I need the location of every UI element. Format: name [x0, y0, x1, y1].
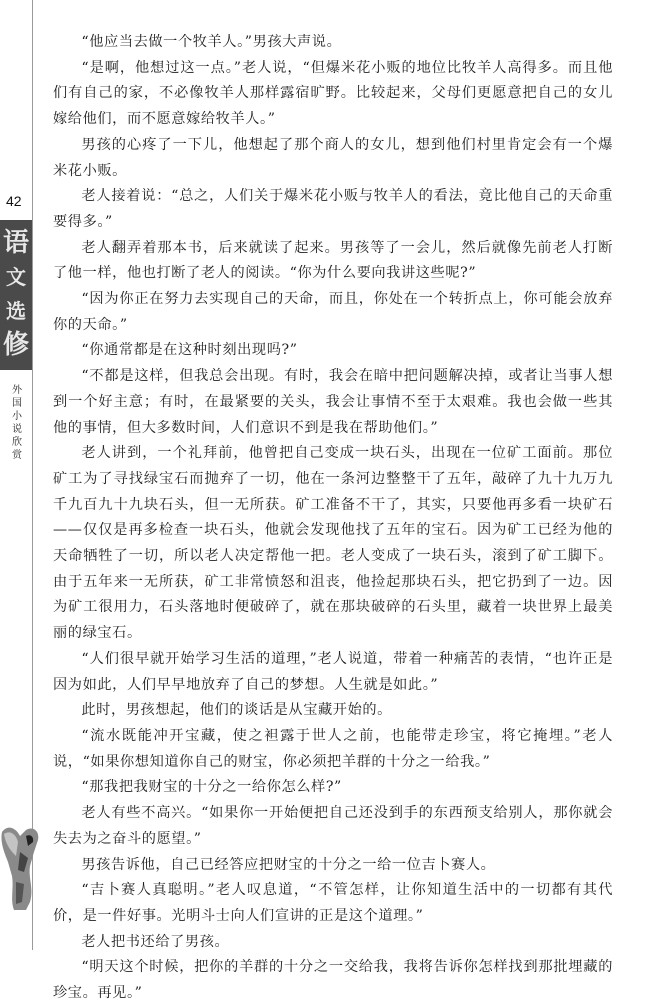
paragraph: “因为你正在努力去实现自己的天命，而且，你处在一个转折点上，你可能会放弃你的天命。”: [53, 291, 613, 333]
paragraph: “吉卜赛人真聪明。”老人叹息道，“不管怎样，让你知道生活中的一切都有其代价，是一件好事。光明斗士向人们宣讲的正是这个道理。”: [53, 882, 613, 924]
paragraph: 此时，男孩想起，他们的谈话是从宝藏开始的。: [81, 702, 392, 719]
series-char: 文: [6, 265, 26, 289]
paragraph: “流水既能冲开宝藏，使之袒露于世人之前，也能带走珍宝，将它掩埋。”老人说，“如果你想知道你自己的财宝，你必须把羊群的十分之一给我。”: [53, 727, 613, 770]
margin-rule: [32, 0, 33, 950]
paragraph: 男孩告诉他，自己已经答应把财宝的十分之一给一位吉卜赛人。: [81, 856, 496, 873]
paragraph: 老人接着说：“总之，人们关于爆米花小贩与牧羊人的看法，竟比他自己的天命重要得多。”: [53, 188, 613, 230]
section-label: [8, 384, 26, 462]
statue-illustration: [0, 822, 42, 912]
paragraph: “是啊，他想过这一点。”老人说，“但爆米花小贩的地位比牧羊人高得多。而且他们有自己的家，不必像牧羊人那样露宿旷野。比较起来，父母们更愿意把自己的女儿嫁给他们，而不愿意嫁给牧羊人。”: [53, 59, 613, 128]
article-body: [53, 30, 613, 1007]
section-char: 说: [12, 424, 22, 435]
paragraph: 老人有些不高兴。“如果你一开始便把自己还没到手的东西预支给别人，那你就会失去为之奋斗的愿望。”: [53, 805, 613, 847]
series-title-band: [0, 220, 32, 370]
paragraph: “他应当去做一个牧羊人。”男孩大声说。: [81, 34, 342, 50]
section-char: 欣: [12, 437, 22, 448]
section-char: 赏: [12, 450, 22, 461]
series-char: 选: [6, 299, 26, 323]
series-char: 修: [2, 330, 29, 360]
paragraph: 男孩的心疼了一下儿，他想起了那个商人的女儿，想到他们村里肯定会有一个爆米花小贩。: [53, 136, 613, 179]
paragraph: “人们很早就开始学习生活的道理，”老人说道，带着一种痛苦的表情，“也许正是因为如此，人们早早地放弃了自己的梦想。人生就是如此。”: [53, 650, 613, 693]
section-char: 外: [12, 385, 22, 396]
paragraph: “那我把我财宝的十分之一给你怎么样?”: [81, 779, 342, 796]
page-number: 42: [6, 193, 22, 209]
section-char: 小: [12, 411, 22, 422]
paragraph: 老人讲到，一个礼拜前，他曾把自己变成一块石头，出现在一位矿工面前。那位矿工为了寻找绿宝石而抛弃了一切，他在一条河边整整干了五年，敲碎了九十九万九千九百九十九块石头，但一无所获。矿工准备不干了，其实，只要他再多看一块矿石——仅仅是再多检查一块石头，他就会发现他找了五年的宝石。因为矿工已经为他的天命牺牲了一切，所以老人决定帮他一把。老人变成了一块石头，滚到了矿工脚下。由于五年来一无所获，矿工非常愤怒和沮丧，他捡起那块石头，把它扔到了一边。因为矿工很用力，石头落地时便破碎了，就在那块破碎的石头里，藏着一块世界上最美丽的绿宝石。: [53, 445, 613, 642]
section-char: 国: [12, 398, 22, 409]
paragraph: “明天这个时候，把你的羊群的十分之一交给我，我将告诉你怎样找到那批埋藏的珍宝。再见。”: [53, 959, 613, 1002]
paragraph: 老人把书还给了男孩。: [81, 933, 230, 950]
paragraph: “你通常都是在这种时刻出现吗?”: [81, 342, 298, 359]
series-char: 语: [2, 228, 29, 258]
paragraph: “不都是这样，但我总会出现。有时，我会在暗中把问题解决掉，或者让当事人想到一个好主意；有时，在最紧要的关头，我会让事情不至于太艰难。我也会做一些其他的事情，但大多数时间，人们意识不到是我在帮助他们。”: [53, 368, 613, 436]
paragraph: 老人翻弄着那本书，后来就读了起来。男孩等了一会儿，然后就像先前老人打断了他一样，他也打断了老人的阅读。“你为什么要向我讲这些呢?”: [53, 239, 613, 282]
